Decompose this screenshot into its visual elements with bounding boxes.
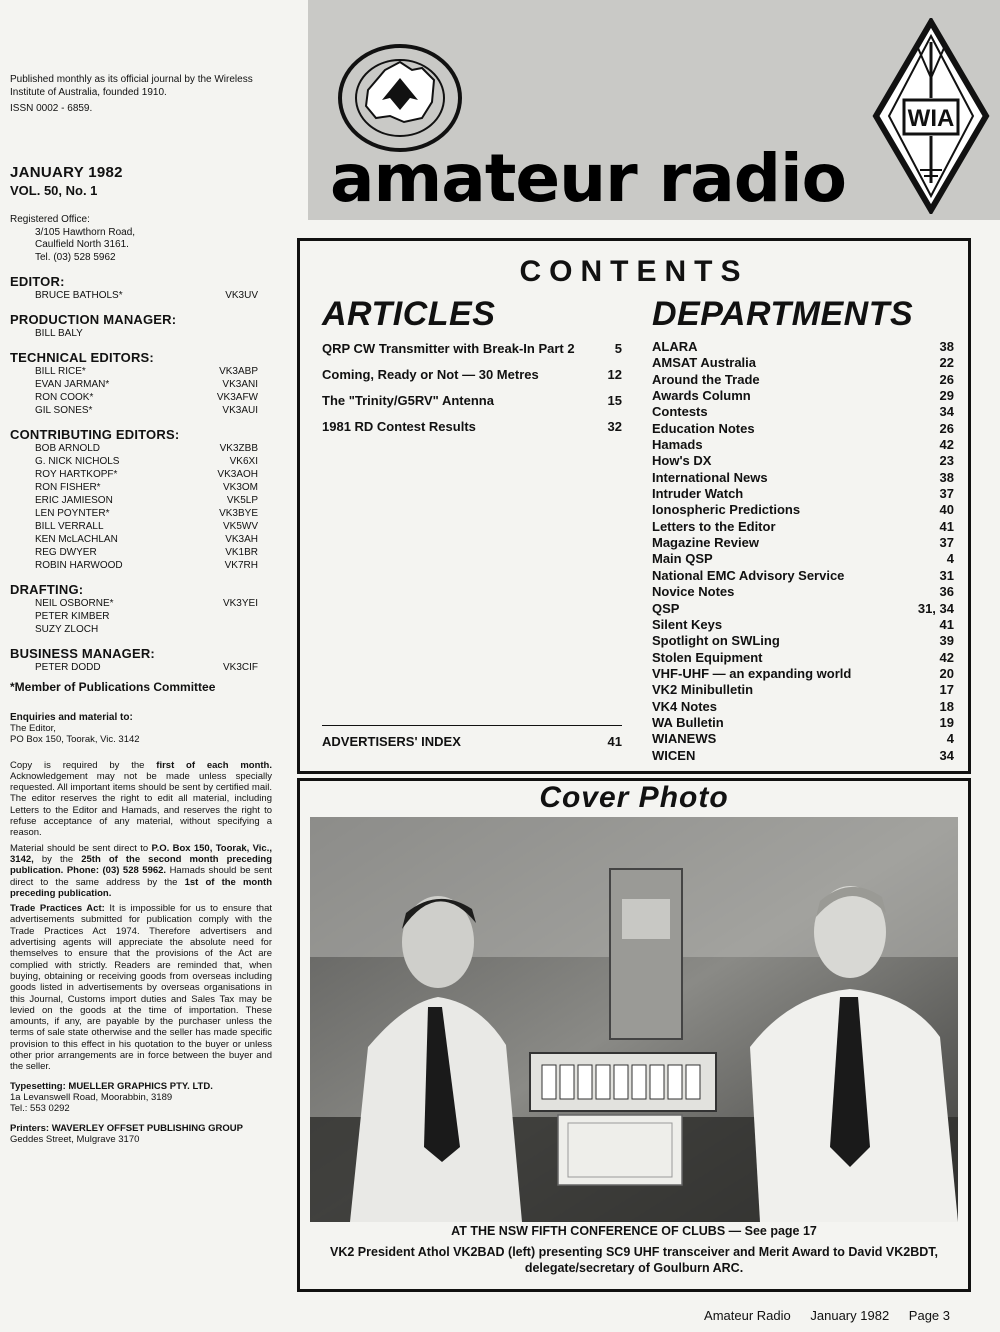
article-entry[interactable] (322, 393, 622, 408)
department-title: Ionospheric Predictions (652, 502, 801, 518)
staff-name: PETER DODD (35, 662, 101, 673)
article-page: 15 (607, 393, 622, 408)
registered-office-line: Caulfield North 3161. (35, 239, 129, 250)
department-entry[interactable] (652, 470, 954, 486)
department-entry[interactable] (652, 551, 954, 567)
masthead-title: amateur radio (330, 140, 846, 217)
advertisers-index[interactable] (322, 725, 622, 749)
department-title: Silent Keys (652, 616, 723, 632)
department-page: 39 (939, 633, 954, 649)
department-entry[interactable] (652, 535, 954, 551)
article-page: 32 (607, 419, 622, 434)
staff-name: BILL BALY (35, 328, 83, 339)
staff-name: ROY HARTKOPF* (35, 469, 118, 480)
department-page: 4 (946, 551, 954, 567)
footer-issue: January 1982 (810, 1308, 890, 1323)
department-entry[interactable] (652, 699, 954, 715)
issn: ISSN 0002 - 6859. (10, 103, 93, 114)
staff-section-title: TECHNICAL EDITORS: (10, 350, 154, 365)
staff-name: BRUCE BATHOLS* (35, 290, 123, 301)
department-title: WIANEWS (652, 731, 717, 747)
contents-title: CONTENTS (519, 255, 749, 288)
publisher-note: Published monthly as its official journal by the Wireless Institute of Australia, founded 1910. (10, 74, 253, 98)
department-entry[interactable] (652, 731, 954, 747)
department-entry[interactable] (652, 748, 954, 764)
department-entry[interactable] (652, 388, 954, 404)
department-page: 29 (939, 388, 954, 404)
copy-notice: Copy is required by the first of each month. Acknowledgement may not be made unless specially requested. All important items should be sent by certified mail. The editor reserves the right to edit all material, including Letters to the Editor and Hamads, and reserves the right to refuse acceptance of any material, without specifying a reason. (10, 759, 272, 839)
staff-callsign: VK3AOH (217, 469, 258, 480)
department-entry[interactable] (652, 453, 954, 469)
departments-list (652, 339, 954, 764)
footer-page-number: Page 3 (908, 1308, 950, 1323)
staff-name: GIL SONES* (35, 405, 93, 416)
department-entry[interactable] (652, 404, 954, 420)
registered-office-line: 3/105 Hawthorn Road, (35, 226, 136, 238)
cover-photograph (310, 817, 958, 1222)
staff-callsign: VK3ANI (222, 379, 258, 390)
staff-callsign: VK3AH (225, 534, 258, 545)
staff-member (10, 533, 272, 546)
article-page: 12 (607, 367, 622, 382)
department-entry[interactable] (652, 519, 954, 535)
staff-section-title: CONTRIBUTING EDITORS: (10, 427, 180, 442)
registered-office-line: Tel. (03) 528 5962 (35, 251, 116, 263)
department-entry[interactable] (652, 650, 954, 666)
staff-member (10, 494, 272, 507)
staff-member (10, 289, 272, 302)
department-page: 4 (946, 731, 954, 747)
staff-member (10, 597, 272, 610)
cover-photo-title: Cover Photo (539, 781, 729, 814)
department-entry[interactable] (652, 372, 954, 388)
department-page: 38 (939, 339, 954, 354)
department-page: 17 (939, 682, 954, 698)
staff-member (10, 481, 272, 494)
article-title: 1981 RD Contest Results (322, 419, 476, 434)
department-entry[interactable] (652, 601, 954, 617)
footer-publication: Amateur Radio (704, 1308, 791, 1323)
department-title: Around the Trade (652, 371, 760, 387)
staff-callsign: VK3OM (222, 482, 258, 493)
cover-caption-text: VK2 President Athol VK2BAD (left) presenting SC9 UHF transceiver and Merit Award to David VK2BDT, delegate/secretary of Goulburn ARC. (330, 1245, 938, 1275)
staff-member (10, 404, 272, 417)
staff-name: RON FISHER* (35, 482, 101, 493)
department-title: QSP (652, 600, 680, 616)
department-entry[interactable] (652, 421, 954, 437)
department-title: AMSAT Australia (652, 355, 757, 371)
department-entry[interactable] (652, 568, 954, 584)
staff-name: ROBIN HARWOOD (35, 560, 123, 571)
department-page: 36 (939, 584, 954, 600)
staff-member (10, 507, 272, 520)
department-page: 19 (939, 714, 954, 730)
department-entry[interactable] (652, 584, 954, 600)
department-entry[interactable] (652, 666, 954, 682)
department-title: Novice Notes (652, 584, 735, 600)
staff-callsign: VK5WV (222, 521, 258, 532)
department-page: 40 (939, 502, 954, 518)
department-entry[interactable] (652, 437, 954, 453)
trade-practices-notice: Trade Practices Act: It is impossible for us to ensure that advertisements submitted for publication comply with the Trade Practices Act 1974. Therefore advertisers and advertising agents will appreciate the absolute need for themselves to ensure that the provisions of the Act are complied with strictly. Readers are reminded that, when buying, obtaining or receiving goods from overseas including goods listed in advertisements by overseas organisations in this Journal, Customs import duties and Sales Tax may be levied on the goods at the time of importation. These amounts, if any, are payable by the purchaser unless the terms of sale state otherwise and the seller has made specific provision to this effect in his quotation to the buyer or unless other prior arrangements are in force between the buyer and the seller. (10, 903, 272, 1073)
article-page: 5 (614, 341, 622, 356)
department-page: 38 (939, 469, 954, 485)
department-entry[interactable] (652, 502, 954, 518)
svg-text:WIA: WIA (907, 105, 955, 132)
article-entry[interactable] (322, 419, 622, 434)
cover-photo-panel (297, 778, 971, 1292)
department-page: 23 (939, 453, 954, 469)
member-note: *Member of Publications Committee (10, 680, 216, 694)
cover-caption-headline: AT THE NSW FIFTH CONFERENCE OF CLUBS — See page 17 (451, 1224, 817, 1238)
staff-name: ERIC JAMIESON (35, 495, 113, 506)
department-title: ALARA (652, 339, 698, 354)
staff-callsign: VK3BYE (219, 508, 258, 519)
department-page: 26 (939, 371, 954, 387)
department-page: 37 (939, 535, 954, 551)
staff-name: PETER KIMBER (35, 611, 110, 622)
staff-member (10, 623, 272, 636)
department-entry[interactable] (652, 486, 954, 502)
staff-member (10, 442, 272, 455)
department-title: VK4 Notes (652, 698, 718, 714)
department-page: 20 (939, 665, 954, 681)
staff-section-title: BUSINESS MANAGER: (10, 646, 155, 661)
department-entry[interactable] (652, 355, 954, 371)
staff-name: BOB ARNOLD (35, 443, 101, 454)
staff-member (10, 559, 272, 572)
department-page: 31, 34 (917, 600, 954, 616)
staff-name: SUZY ZLOCH (35, 624, 99, 635)
issue-date: JANUARY 1982 (10, 164, 123, 181)
departments-heading: DEPARTMENTS (652, 295, 914, 333)
department-title: Awards Column (652, 388, 751, 404)
staff-section-title: DRAFTING: (10, 582, 84, 597)
contents-panel (297, 238, 971, 774)
staff-name: G. NICK NICHOLS (35, 456, 120, 467)
staff-callsign: VK1BR (225, 547, 258, 558)
staff-member (10, 327, 272, 340)
department-title: Education Notes (652, 420, 755, 436)
staff-member (10, 520, 272, 533)
staff-list (10, 274, 272, 674)
staff-name: RON COOK* (35, 392, 94, 403)
masthead-info-column (10, 74, 272, 1145)
staff-member (10, 661, 272, 674)
staff-name: NEIL OSBORNE* (35, 598, 114, 609)
department-entry[interactable] (652, 617, 954, 633)
staff-member (10, 378, 272, 391)
department-page: 22 (939, 355, 954, 371)
staff-callsign: VK3ZBB (219, 443, 258, 454)
department-entry[interactable] (652, 715, 954, 731)
staff-name: BILL RICE* (35, 366, 86, 377)
department-title: Main QSP (652, 551, 713, 567)
staff-name: KEN McLACHLAN (35, 534, 118, 545)
article-title: The "Trinity/G5RV" Antenna (322, 393, 494, 408)
department-page: 37 (939, 486, 954, 502)
department-title: International News (652, 469, 768, 485)
department-entry[interactable] (652, 682, 954, 698)
advertisers-index-label: ADVERTISERS' INDEX (322, 734, 461, 749)
staff-callsign: VK3AUI (222, 405, 258, 416)
staff-member (10, 391, 272, 404)
staff-member (10, 455, 272, 468)
department-title: Contests (652, 404, 708, 420)
enquiries-line: The Editor, (10, 723, 56, 734)
department-title: How's DX (652, 453, 712, 469)
article-entry[interactable] (322, 341, 622, 356)
wia-diamond-logo (872, 18, 990, 214)
staff-callsign: VK7RH (224, 560, 258, 571)
staff-name: LEN POYNTER* (35, 508, 110, 519)
department-title: Spotlight on SWLing (652, 633, 780, 649)
page-footer (688, 1308, 950, 1323)
staff-member (10, 365, 272, 378)
articles-list (322, 341, 622, 445)
staff-callsign: VK5LP (226, 495, 258, 506)
legal-notes (10, 760, 272, 1146)
department-title: WA Bulletin (652, 714, 724, 730)
department-title: WICEN (652, 747, 696, 763)
department-title: Hamads (652, 437, 703, 453)
issue-volume: VOL. 50, No. 1 (10, 183, 98, 198)
advertisers-index-page: 41 (607, 734, 622, 749)
department-title: VK2 Minibulletin (652, 682, 754, 698)
staff-callsign: VK6XI (229, 456, 258, 467)
department-page: 31 (939, 567, 954, 583)
staff-callsign: VK3UV (225, 290, 258, 301)
registered-office-label: Registered Office: (10, 214, 90, 225)
article-title: QRP CW Transmitter with Break-In Part 2 (322, 341, 575, 356)
staff-member (10, 468, 272, 481)
staff-member (10, 610, 272, 623)
staff-callsign: VK3CIF (222, 662, 258, 673)
article-title: Coming, Ready or Not — 30 Metres (322, 367, 539, 382)
registered-office (10, 214, 272, 264)
department-title: Intruder Watch (652, 486, 744, 502)
department-title: VHF-UHF — an expanding world (652, 665, 852, 681)
staff-name: EVAN JARMAN* (35, 379, 110, 390)
staff-callsign: VK3ABP (219, 366, 258, 377)
article-entry[interactable] (322, 367, 622, 382)
staff-section-title: EDITOR: (10, 274, 65, 289)
enquiries-title: Enquiries and material to: (10, 712, 133, 723)
staff-callsign: VK3AFW (216, 392, 258, 403)
articles-heading: ARTICLES (322, 295, 496, 333)
material-notice: Material should be sent direct to P.O. Box 150, Toorak, Vic., 3142, by the 25th of the second month preceding publication. Phone: (03) 528 5962. Hamads should be sent direct to the same address by the 1st of the month preceding publication. (10, 842, 272, 899)
department-title: Magazine Review (652, 535, 759, 551)
department-title: Letters to the Editor (652, 518, 776, 534)
department-page: 42 (939, 649, 954, 665)
staff-section-title: PRODUCTION MANAGER: (10, 312, 177, 327)
department-page: 18 (939, 698, 954, 714)
department-page: 42 (939, 437, 954, 453)
department-title: Stolen Equipment (652, 649, 763, 665)
staff-name: BILL VERRALL (35, 521, 104, 532)
department-entry[interactable] (652, 339, 954, 355)
staff-name: REG DWYER (35, 547, 97, 558)
typesetting-credit: Typesetting: MUELLER GRAPHICS PTY. LTD. 1a Levanswell Road, Moorabbin, 3189 Tel.: 553 0292 (10, 1080, 213, 1115)
department-page: 26 (939, 420, 954, 436)
enquiries-line: PO Box 150, Toorak, Vic. 3142 (10, 734, 140, 746)
staff-member (10, 546, 272, 559)
printers-credit: Printers: WAVERLEY OFFSET PUBLISHING GROUP Geddes Street, Mulgrave 3170 (10, 1122, 243, 1145)
department-page: 34 (939, 747, 954, 763)
staff-callsign: VK3YEI (222, 598, 258, 609)
department-title: National EMC Advisory Service (652, 567, 845, 583)
department-page: 41 (939, 518, 954, 534)
department-page: 34 (939, 404, 954, 420)
department-entry[interactable] (652, 633, 954, 649)
department-page: 41 (939, 616, 954, 632)
